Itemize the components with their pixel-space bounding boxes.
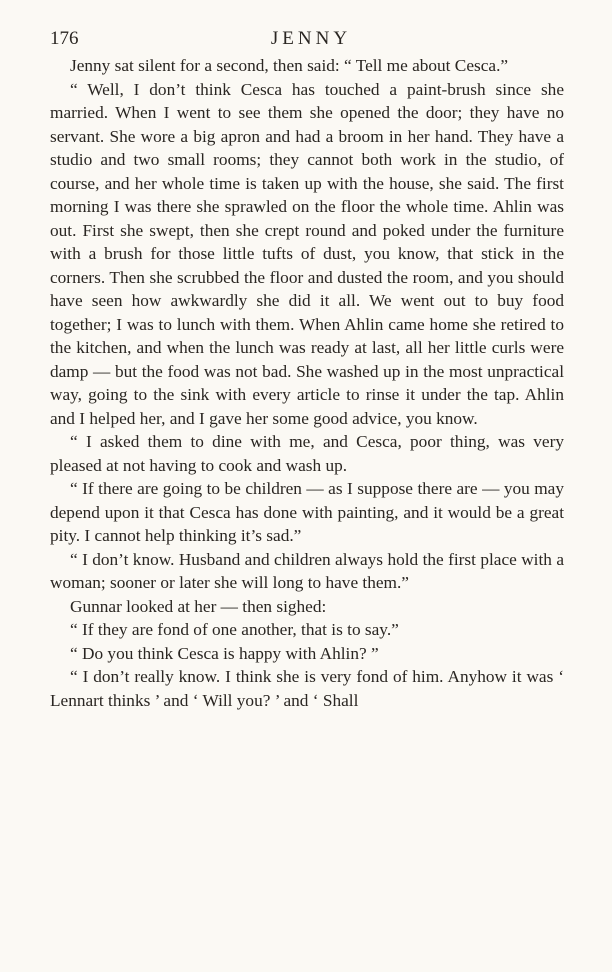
- running-head: [50, 24, 564, 54]
- page-number: 176: [50, 28, 79, 49]
- paragraph: “ If there are going to be children — as I suppose there are — you may depend upon it that Cesca has done with painting, and it would be a great pity. I cannot help thinking it’s sad.”: [50, 479, 564, 545]
- paragraph: “ I don’t know. Husband and children always hold the first place with a woman; sooner or later she will long to have them.”: [50, 549, 564, 592]
- paragraph: “ If they are fond of one another, that is to say.”: [70, 620, 399, 639]
- paragraph: “ I asked them to dine with me, and Cesca, poor thing, was very pleased at not having to cook and wash up.: [50, 432, 564, 475]
- paragraph: Gunnar looked at her — then sighed:: [70, 596, 327, 616]
- paragraph: “ Do you think Cesca is happy with Ahlin? ”: [70, 643, 379, 663]
- paragraph: “ I don’t really know. I think she is very fond of him. Anyhow it was ‘ Lennart thinks ’ and ‘ Will you? ’ and ‘ Shall: [50, 667, 564, 710]
- body-text: [50, 54, 564, 712]
- book-page: [50, 24, 564, 712]
- paragraph: “ Well, I don’t think Cesca has touched a paint-brush since she married. When I went to see them she opened the door; they have no servant. She wore a big apron and had a broom in her hand. They have a studio and two small rooms; they cannot both work in the studio, of course, and her whole time is taken up with the house, she said. The first morning I was there she sprawled on the floor the whole time. Ahlin was out. First she swept, then she crept round and poked under the furniture with a brush for those little tufts of dust, you know, that stick in the corners. Then she scrubbed the floor and dusted the room, and you should have seen how awkwardly she did it all. We went out to buy food together; I was to lunch with them. When Ahlin came home she retired to the kitchen, and when the lunch was ready at last, all her little curls were damp — but the food was not bad. She washed up in the most unpractical way, going to the sink with every article to rinse it under the tap. Ahlin and I helped her, and I gave her some good advice, you know.: [50, 79, 564, 428]
- running-title: JENNY: [270, 28, 352, 49]
- paragraph: Jenny sat silent for a second, then said: “ Tell me about Cesca.”: [70, 56, 509, 75]
